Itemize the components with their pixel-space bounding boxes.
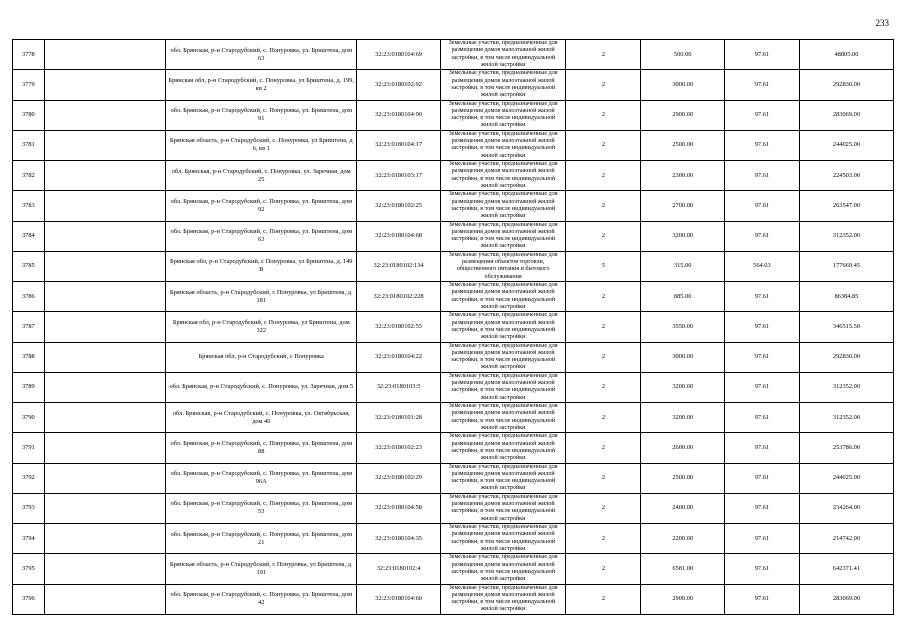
address-cell: Брянская область, р-н Стародубский, с. Понуровка, ул Бриштена, д 6, кв 1 bbox=[166, 130, 357, 160]
land-use-cell bbox=[440, 40, 566, 70]
empty-cell bbox=[44, 403, 165, 433]
rate-cell: 97.61 bbox=[724, 584, 799, 614]
land-use-text: Земельные участки, предназначенные для размещения домов малоэтажной жилой застройки, в том числе индивидуальной жилой застройки bbox=[448, 221, 558, 250]
category-cell: 2 bbox=[566, 130, 641, 160]
address-cell: Брянская обл, р-н Стародубский, с Понуровка bbox=[166, 342, 357, 372]
category-cell: 2 bbox=[566, 342, 641, 372]
address-cell: обл. Брянская, р-н Стародубский, с. Понуровка, ул. Бриштена, дом 63 bbox=[166, 221, 357, 251]
category-cell: 2 bbox=[566, 584, 641, 614]
cadastral-number-cell: 32:23:0180102:4 bbox=[357, 554, 440, 584]
empty-cell bbox=[44, 221, 165, 251]
table-row bbox=[13, 100, 894, 130]
area-cell: 2900.00 bbox=[641, 100, 724, 130]
category-cell: 2 bbox=[566, 100, 641, 130]
table-row bbox=[13, 70, 894, 100]
rate-cell: 97.61 bbox=[724, 161, 799, 191]
cadastral-value-cell: 283069.00 bbox=[799, 584, 893, 614]
address-cell: Брянская обл, р-н Стародубский, с. Понуровка, ул Бриштена, д. 199, кв 2 bbox=[166, 70, 357, 100]
row-number-cell: 3792 bbox=[13, 463, 45, 493]
cadastral-value-cell: 283069.00 bbox=[799, 100, 893, 130]
table-row bbox=[13, 372, 894, 402]
category-cell: 2 bbox=[566, 433, 641, 463]
address-cell: обл. Брянская, р-н Стародубский, с. Понуровка, ул. Бриштена, дом 88 bbox=[166, 433, 357, 463]
cadastral-value-cell: 642371.41 bbox=[799, 554, 893, 584]
land-use-text: Земельные участки, предназначенные для размещения домов малоэтажной жилой застройки, в том числе индивидуальной жилой застройки bbox=[448, 342, 558, 371]
area-cell: 3000.00 bbox=[641, 342, 724, 372]
table-row bbox=[13, 493, 894, 523]
address-cell: обл. Брянская, р-н Стародубский, с. Понуровка, ул. Бриштена, дом 21 bbox=[166, 524, 357, 554]
rate-cell: 97.61 bbox=[724, 554, 799, 584]
empty-cell bbox=[44, 130, 165, 160]
empty-cell bbox=[44, 40, 165, 70]
land-use-cell bbox=[440, 524, 566, 554]
empty-cell bbox=[44, 584, 165, 614]
category-cell: 2 bbox=[566, 40, 641, 70]
land-use-cell bbox=[440, 312, 566, 342]
land-use-text: Земельные участки, предназначенные для размещения домов малоэтажной жилой застройки, в том числе индивидуальной жилой застройки bbox=[448, 493, 558, 522]
cadastral-number-cell: 32:23:0180104:69 bbox=[357, 40, 440, 70]
land-use-cell bbox=[440, 191, 566, 221]
area-cell: 2200.00 bbox=[641, 524, 724, 554]
table-row bbox=[13, 161, 894, 191]
empty-cell bbox=[44, 554, 165, 584]
cadastral-number-cell: 32:23:0180102:29 bbox=[357, 463, 440, 493]
area-cell: 2600.00 bbox=[641, 433, 724, 463]
land-use-text: Земельные участки, предназначенные для размещения домов малоэтажной жилой застройки, в том числе индивидуальной жилой застройки bbox=[448, 130, 558, 159]
land-use-text: Земельные участки, предназначенные для размещения домов малоэтажной жилой застройки, в том числе индивидуальной жилой застройки bbox=[448, 191, 558, 220]
land-use-text: Земельные участки, предназначенные для размещения домов малоэтажной жилой застройки, в том числе индивидуальной жилой застройки bbox=[448, 524, 558, 552]
address-cell: Брянская обл, р-н Стародубский, с Понуровка, ул Бриштена, д. 149 В bbox=[166, 251, 357, 281]
address-cell: обл. Брянская, р-н Стародубский, с. Понуровка, ул. Октябрьская, дом 40 bbox=[166, 403, 357, 433]
row-number-cell: 3780 bbox=[13, 100, 45, 130]
table-row bbox=[13, 251, 894, 281]
cadastral-value-cell: 253786.00 bbox=[799, 433, 893, 463]
land-use-text: Земельные участки, предназначенные для размещения домов малоэтажной жилой застройки, в том числе индивидуальной жилой застройки bbox=[448, 312, 558, 341]
empty-cell bbox=[44, 191, 165, 221]
rate-cell: 97.61 bbox=[724, 40, 799, 70]
cadastral-number-cell: 32:23:0180102:55 bbox=[357, 312, 440, 342]
rate-cell: 97.61 bbox=[724, 372, 799, 402]
address-cell: обл. Брянская, р-н Стародубский, с. Понуровка, ул. Заречная, дом 25 bbox=[166, 161, 357, 191]
cadastral-value-cell: 346515.50 bbox=[799, 312, 893, 342]
row-number-cell: 3794 bbox=[13, 524, 45, 554]
table-row bbox=[13, 342, 894, 372]
area-cell: 6581.00 bbox=[641, 554, 724, 584]
land-use-cell bbox=[440, 282, 566, 312]
address-cell: Брянская область, р-н Стародубский, с Понуровка, ул Бриштена, д. 181 bbox=[166, 282, 357, 312]
address-cell: обл. Брянская, р-н Стародубский, с. Понуровка, ул. Бриштена, дом 96А bbox=[166, 463, 357, 493]
area-cell: 3200.00 bbox=[641, 403, 724, 433]
area-cell: 3550.00 bbox=[641, 312, 724, 342]
cadastral-number-cell: 32:23:0180103:5 bbox=[357, 372, 440, 402]
category-cell: 2 bbox=[566, 463, 641, 493]
land-registry-table bbox=[12, 39, 894, 615]
cadastral-number-cell: 32:23:0180101:28 bbox=[357, 403, 440, 433]
rate-cell: 564.03 bbox=[724, 251, 799, 281]
rate-cell: 97.61 bbox=[724, 70, 799, 100]
empty-cell bbox=[44, 312, 165, 342]
land-use-cell bbox=[440, 584, 566, 614]
page-number: 233 bbox=[875, 18, 889, 28]
category-cell: 2 bbox=[566, 312, 641, 342]
rate-cell: 97.61 bbox=[724, 524, 799, 554]
category-cell: 2 bbox=[566, 191, 641, 221]
rate-cell: 97.61 bbox=[724, 433, 799, 463]
category-cell: 2 bbox=[566, 282, 641, 312]
row-number-cell: 3795 bbox=[13, 554, 45, 584]
area-cell: 2400.00 bbox=[641, 493, 724, 523]
rate-cell: 97.61 bbox=[724, 221, 799, 251]
cadastral-value-cell: 244025.00 bbox=[799, 463, 893, 493]
empty-cell bbox=[44, 433, 165, 463]
land-use-text: Земельные участки, предназначенные для размещения домов малоэтажной жилой застройки, в том числе индивидуальной жилой застройки bbox=[448, 282, 558, 310]
land-use-text: Земельные участки, предназначенные для размещения домов малоэтажной жилой застройки, в том числе индивидуальной жилой застройки bbox=[448, 161, 558, 189]
cadastral-value-cell: 244025.00 bbox=[799, 130, 893, 160]
empty-cell bbox=[44, 70, 165, 100]
address-cell: обл. Брянская, р-н Стародубский, с. Понуровка, ул. Бриштена, дом 42 bbox=[166, 584, 357, 614]
cadastral-value-cell: 312352.00 bbox=[799, 221, 893, 251]
land-use-text: Земельные участки, предназначенные для размещения домов малоэтажной жилой застройки, в том числе индивидуальной жилой застройки bbox=[448, 403, 558, 431]
rate-cell: 97.61 bbox=[724, 130, 799, 160]
land-use-text: Земельные участки, предназначенные для размещения домов малоэтажной жилой застройки, в том числе индивидуальной жилой застройки bbox=[448, 584, 558, 613]
empty-cell bbox=[44, 524, 165, 554]
empty-cell bbox=[44, 100, 165, 130]
cadastral-value-cell: 177669.45 bbox=[799, 251, 893, 281]
area-cell: 315.00 bbox=[641, 251, 724, 281]
cadastral-number-cell: 32:23:0180102:23 bbox=[357, 433, 440, 463]
empty-cell bbox=[44, 161, 165, 191]
address-cell: обл. Брянская, р-н Стародубский, с. Понуровка, ул. Бриштена, дом 53 bbox=[166, 493, 357, 523]
address-cell: Брянская область, р-н Стародубский, с Понуровка, ул Бриштена, д. 191 bbox=[166, 554, 357, 584]
row-number-cell: 3793 bbox=[13, 493, 45, 523]
empty-cell bbox=[44, 251, 165, 281]
address-cell: обл. Брянская, р-н Стародубский, с. Понуровка, ул. Бриштена, дом 63 bbox=[166, 40, 357, 70]
area-cell: 2500.00 bbox=[641, 130, 724, 160]
category-cell: 2 bbox=[566, 221, 641, 251]
category-cell: 2 bbox=[566, 554, 641, 584]
cadastral-value-cell: 292830.00 bbox=[799, 342, 893, 372]
table-row bbox=[13, 130, 894, 160]
rate-cell: 97.61 bbox=[724, 342, 799, 372]
rate-cell: 97.61 bbox=[724, 100, 799, 130]
empty-cell bbox=[44, 463, 165, 493]
category-cell: 2 bbox=[566, 372, 641, 402]
land-use-text: Земельные участки, предназначенные для размещения домов малоэтажной жилой застройки, в том числе индивидуальной жилой застройки bbox=[448, 372, 558, 401]
land-use-cell bbox=[440, 130, 566, 160]
row-number-cell: 3783 bbox=[13, 191, 45, 221]
area-cell: 2300.00 bbox=[641, 161, 724, 191]
cadastral-number-cell: 32:23:0180104:58 bbox=[357, 493, 440, 523]
row-number-cell: 3779 bbox=[13, 70, 45, 100]
rate-cell: 97.61 bbox=[724, 463, 799, 493]
land-use-text: Земельные участки, предназначенные для размещения домов малоэтажной жилой застройки, в том числе индивидуальной жилой застройки bbox=[448, 433, 558, 462]
row-number-cell: 3782 bbox=[13, 161, 45, 191]
rate-cell: 97.61 bbox=[724, 191, 799, 221]
table-row bbox=[13, 584, 894, 614]
cadastral-value-cell: 312352.00 bbox=[799, 403, 893, 433]
address-cell: обл. Брянская, р-н Стародубский, с. Понуровка, ул. Бриштена, дом 92 bbox=[166, 191, 357, 221]
row-number-cell: 3791 bbox=[13, 433, 45, 463]
cadastral-number-cell: 32:23:0180102:25 bbox=[357, 191, 440, 221]
cadastral-number-cell: 32:23:0180102:228 bbox=[357, 282, 440, 312]
land-use-cell bbox=[440, 463, 566, 493]
land-use-text: Земельные участки, предназначенные для размещения объектов торговли, общественного питания и бытового обслуживания bbox=[448, 251, 558, 280]
rate-cell: 97.61 bbox=[724, 403, 799, 433]
area-cell: 3200.00 bbox=[641, 372, 724, 402]
cadastral-number-cell: 32:23:0180102:92 bbox=[357, 70, 440, 100]
cadastral-value-cell: 312352.00 bbox=[799, 372, 893, 402]
land-use-text: Земельные участки, предназначенные для размещения домов малоэтажной жилой застройки, в том числе индивидуальной жилой застройки bbox=[448, 100, 558, 129]
area-cell: 2500.00 bbox=[641, 463, 724, 493]
category-cell: 5 bbox=[566, 251, 641, 281]
cadastral-number-cell: 32:23:0180104:17 bbox=[357, 130, 440, 160]
land-use-cell bbox=[440, 554, 566, 584]
land-use-cell bbox=[440, 100, 566, 130]
cadastral-value-cell: 292830.00 bbox=[799, 70, 893, 100]
empty-cell bbox=[44, 493, 165, 523]
land-use-cell bbox=[440, 70, 566, 100]
row-number-cell: 3784 bbox=[13, 221, 45, 251]
area-cell: 3000.00 bbox=[641, 70, 724, 100]
table-row bbox=[13, 463, 894, 493]
cadastral-value-cell: 224503.00 bbox=[799, 161, 893, 191]
cadastral-value-cell: 86384.85 bbox=[799, 282, 893, 312]
row-number-cell: 3786 bbox=[13, 282, 45, 312]
row-number-cell: 3790 bbox=[13, 403, 45, 433]
land-use-cell bbox=[440, 372, 566, 402]
cadastral-value-cell: 48805.00 bbox=[799, 40, 893, 70]
address-cell: обл. Брянская, р-н Стародубский, с. Понуровка, ул. Бриштена, дом 91 bbox=[166, 100, 357, 130]
category-cell: 2 bbox=[566, 524, 641, 554]
area-cell: 500.00 bbox=[641, 40, 724, 70]
row-number-cell: 3778 bbox=[13, 40, 45, 70]
area-cell: 2900.00 bbox=[641, 584, 724, 614]
table-row bbox=[13, 221, 894, 251]
table-row bbox=[13, 433, 894, 463]
address-cell: обл. Брянская, р-н Стародубский, с. Понуровка, ул. Заречная, дом 5 bbox=[166, 372, 357, 402]
empty-cell bbox=[44, 342, 165, 372]
area-cell: 2700.00 bbox=[641, 191, 724, 221]
category-cell: 2 bbox=[566, 403, 641, 433]
category-cell: 2 bbox=[566, 493, 641, 523]
cadastral-number-cell: 32:23:0180104:90 bbox=[357, 100, 440, 130]
rate-cell: 97.61 bbox=[724, 282, 799, 312]
land-use-cell bbox=[440, 493, 566, 523]
address-cell: Брянская обл, р-н Стародубский, с Понуровка, ул Бриштена, дом 122 bbox=[166, 312, 357, 342]
empty-cell bbox=[44, 372, 165, 402]
row-number-cell: 3788 bbox=[13, 342, 45, 372]
area-cell: 3200.00 bbox=[641, 221, 724, 251]
row-number-cell: 3796 bbox=[13, 584, 45, 614]
cadastral-number-cell: 32:23:0180104:35 bbox=[357, 524, 440, 554]
row-number-cell: 3781 bbox=[13, 130, 45, 160]
land-use-cell bbox=[440, 221, 566, 251]
cadastral-value-cell: 234264.00 bbox=[799, 493, 893, 523]
cadastral-number-cell: 32:23:0180104:60 bbox=[357, 584, 440, 614]
rate-cell: 97.61 bbox=[724, 312, 799, 342]
row-number-cell: 3785 bbox=[13, 251, 45, 281]
table-row bbox=[13, 191, 894, 221]
land-use-text: Земельные участки, предназначенные для размещения домов малоэтажной жилой застройки, в том числе индивидуальной жилой застройки bbox=[448, 40, 558, 68]
land-use-cell bbox=[440, 161, 566, 191]
table-row bbox=[13, 312, 894, 342]
land-use-text: Земельные участки, предназначенные для размещения домов малоэтажной жилой застройки, в том числе индивидуальной жилой застройки bbox=[448, 554, 558, 583]
rate-cell: 97.61 bbox=[724, 493, 799, 523]
cadastral-number-cell: 32:23:0180104:68 bbox=[357, 221, 440, 251]
cadastral-number-cell: 32:23:0180102:134 bbox=[357, 251, 440, 281]
table-row bbox=[13, 282, 894, 312]
land-use-text: Земельные участки, предназначенные для размещения домов малоэтажной жилой застройки, в том числе индивидуальной жилой застройки bbox=[448, 463, 558, 492]
land-use-cell bbox=[440, 251, 566, 281]
land-use-cell bbox=[440, 403, 566, 433]
land-use-cell bbox=[440, 342, 566, 372]
category-cell: 2 bbox=[566, 161, 641, 191]
cadastral-value-cell: 214742.00 bbox=[799, 524, 893, 554]
area-cell: 885.00 bbox=[641, 282, 724, 312]
empty-cell bbox=[44, 282, 165, 312]
table-row bbox=[13, 554, 894, 584]
table-row bbox=[13, 403, 894, 433]
land-use-text: Земельные участки, предназначенные для размещения домов малоэтажной жилой застройки, в том числе индивидуальной жилой застройки bbox=[448, 70, 558, 99]
cadastral-value-cell: 263547.00 bbox=[799, 191, 893, 221]
row-number-cell: 3787 bbox=[13, 312, 45, 342]
table-row bbox=[13, 40, 894, 70]
cadastral-number-cell: 32:23:0180103:17 bbox=[357, 161, 440, 191]
land-use-cell bbox=[440, 433, 566, 463]
row-number-cell: 3789 bbox=[13, 372, 45, 402]
category-cell: 2 bbox=[566, 70, 641, 100]
cadastral-number-cell: 32:23:0180104:22 bbox=[357, 342, 440, 372]
table-row bbox=[13, 524, 894, 554]
